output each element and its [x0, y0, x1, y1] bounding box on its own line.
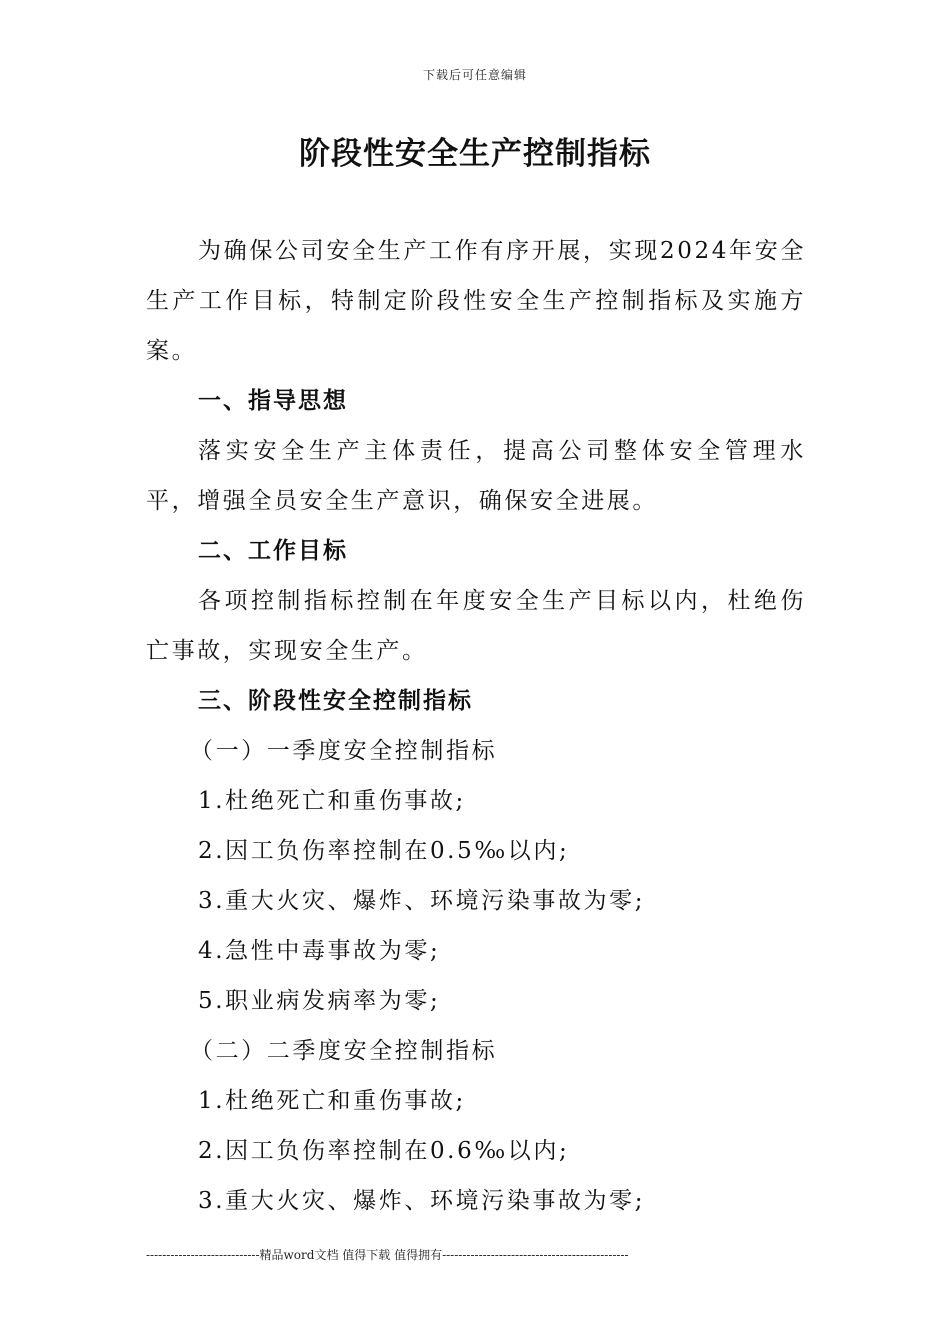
subsection-heading-q1: （一）一季度安全控制指标	[190, 738, 498, 764]
list-item: 4.急性中毒事故为零;	[198, 938, 441, 964]
document-title: 阶段性安全生产控制指标	[299, 136, 651, 172]
list-item: 3.重大火灾、爆炸、环境污染事故为零;	[198, 1188, 646, 1214]
section-text-work-goals: 各项控制指标控制在年度安全生产目标以内，杜绝伤亡事故，实现安全生产。	[146, 588, 806, 664]
list-item: 1.杜绝死亡和重伤事故;	[198, 788, 466, 814]
list-item: 3.重大火灾、爆炸、环境污染事故为零;	[198, 888, 646, 914]
list-item: 2.因工负伤率控制在0.5‰以内;	[198, 838, 570, 864]
subsection-heading-q2: （二）二季度安全控制指标	[190, 1038, 498, 1064]
document-body	[146, 226, 806, 1226]
section-heading-guiding-ideology: 一、指导思想	[198, 387, 348, 414]
section-heading-control-indicators: 三、阶段性安全控制指标	[198, 687, 473, 714]
header-note: 下载后可任意编辑	[422, 68, 527, 82]
section-heading-work-goals: 二、工作目标	[198, 537, 348, 564]
footer-note: ----------------------------精品word文档 值得下载 值得拥有----------------------------------------------	[146, 1248, 629, 1262]
list-item: 1.杜绝死亡和重伤事故;	[198, 1088, 466, 1114]
intro-paragraph: 为确保公司安全生产工作有序开展，实现2024年安全生产工作目标，特制定阶段性安全生产控制指标及实施方案。	[146, 238, 806, 364]
list-item: 5.职业病发病率为零;	[198, 988, 441, 1014]
list-item: 2.因工负伤率控制在0.6‰以内;	[198, 1138, 570, 1164]
section-text-guiding-ideology: 落实安全生产主体责任，提高公司整体安全管理水平，增强全员安全生产意识，确保安全进展。	[146, 438, 806, 514]
